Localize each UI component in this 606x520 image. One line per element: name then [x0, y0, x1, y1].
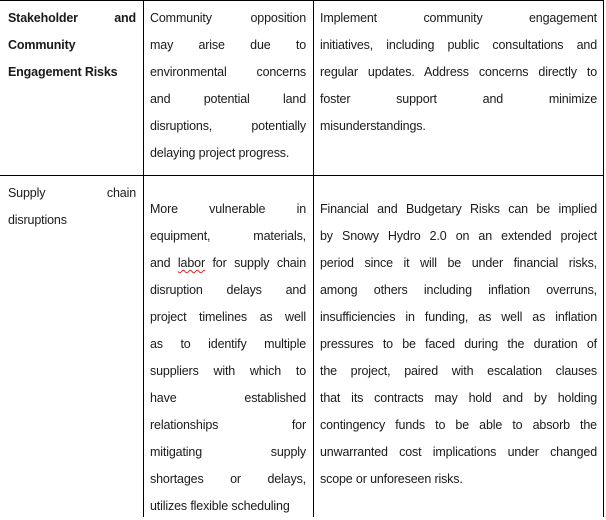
text-line: suppliers with which to: [150, 364, 306, 378]
text-line: and labor for supply chain: [150, 256, 306, 270]
text-line: have established: [150, 391, 306, 405]
text-line: disruption delays and: [150, 283, 306, 297]
text-line: Stakeholder and: [8, 11, 136, 25]
text-line: period since it will be under financial risks,: [320, 256, 597, 270]
text-line: as to identify multiple: [150, 337, 306, 351]
row-1-risk-cell: [8, 5, 136, 86]
text-line: relationships for: [150, 418, 306, 432]
text-line: project timelines as well: [150, 310, 306, 324]
text-line: by Snowy Hydro 2.0 on an extended project: [320, 229, 597, 243]
row-2-mitigation-cell: [320, 196, 597, 493]
text-line: Financial and Budgetary Risks can be implied: [320, 202, 597, 216]
table-border-right: [603, 0, 604, 517]
text-line: equipment, materials,: [150, 229, 306, 243]
text-line: that its contracts may hold and by holding: [320, 391, 597, 405]
text-line: among others including inflation overruns,: [320, 283, 597, 297]
text-line: delaying project progress.: [150, 146, 290, 160]
text-line: disruptions: [8, 213, 67, 227]
text-line: Implement community engagement: [320, 11, 597, 25]
text-line: foster support and minimize: [320, 92, 597, 106]
row-divider: [0, 175, 604, 176]
text-line: More vulnerable in: [150, 202, 306, 216]
column-divider: [313, 0, 314, 517]
text-line: Community opposition: [150, 11, 306, 25]
text-line: the project, paired with escalation clauses: [320, 364, 597, 378]
text-line: regular updates. Address concerns directly to: [320, 65, 597, 79]
text-line: pressures to be faced during the duration of: [320, 337, 597, 351]
text-line: Supply chain: [8, 186, 136, 200]
misspelled-word: labor: [177, 256, 205, 270]
text-line: and potential land: [150, 92, 306, 106]
text-line: misunderstandings.: [320, 119, 426, 133]
row-2-description-cell: [150, 196, 306, 520]
text-line: environmental concerns: [150, 65, 306, 79]
text-line: insufficiencies in funding, as well as inflation: [320, 310, 597, 324]
text-line: mitigating supply: [150, 445, 306, 459]
row-1-mitigation-cell: [320, 5, 597, 140]
text-line: utilizes flexible scheduling: [150, 499, 290, 513]
text-line: may arise due to: [150, 38, 306, 52]
text-line: disruptions, potentially: [150, 119, 306, 133]
table-border-top: [0, 0, 604, 1]
text-line: contingency funds to be able to absorb the: [320, 418, 597, 432]
text-line: unwarranted cost implications under changed: [320, 445, 597, 459]
text-line: initiatives, including public consultations and: [320, 38, 597, 52]
text-line: shortages or delays,: [150, 472, 306, 486]
text-line: Engagement Risks: [8, 65, 118, 79]
text-line: Community: [8, 38, 76, 52]
row-2-risk-cell: [8, 180, 136, 234]
row-1-description-cell: [150, 5, 306, 167]
text-line: scope or unforeseen risks.: [320, 472, 463, 486]
column-divider: [143, 0, 144, 517]
